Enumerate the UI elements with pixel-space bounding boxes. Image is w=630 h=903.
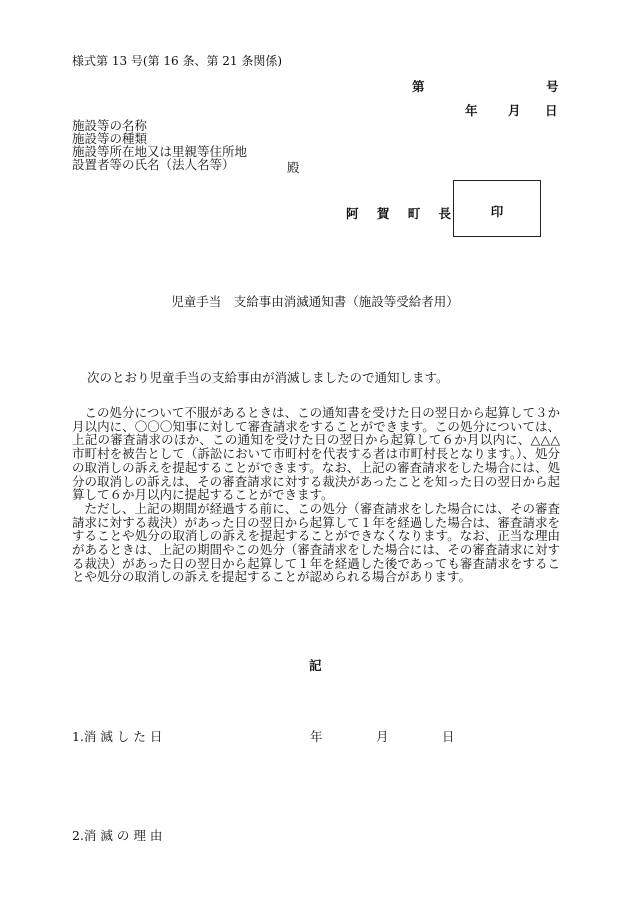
seal-label: 印 — [490, 204, 504, 219]
document-number-prefix: 第 — [412, 79, 425, 94]
seal-box — [453, 180, 541, 237]
document-number-suffix: 号 — [546, 79, 559, 94]
addressee-facility-name: 施設等の名称 — [72, 118, 148, 133]
date-year-label: 年 — [465, 103, 478, 118]
date-day-label: 日 — [545, 103, 558, 118]
item-extinction-day: 日 — [442, 729, 455, 744]
notice-text: 次のとおり児童手当の支給事由が消滅しましたので通知します。 — [87, 370, 449, 385]
addressee-honorific: 殿 — [287, 160, 300, 175]
form-number: 様式第 13 号(第 16 条、第 21 条関係) — [72, 54, 283, 68]
addressee-facility-address: 施設等所在地又は里親等住所地 — [72, 144, 248, 159]
appeal-paragraph: この処分について不服があるときは、この通知書を受けた日の翌日から起算して３か月以内に、〇〇〇知事に対して審査請求をすることができます。この処分については、上記の審査請求のほか、この通知を受けた日の翌日から起算して６か月以内に、△△△市町村を被告として（訴訟において市町村を代表する者は市町村長となります。）、処分の取消しの訴えを提起することができます。なお、上記の審査請求をした場合には、処分の取消しの訴えは、その審査請求に対する裁決があったことを知った日の翌日から起算して６か月以内に提起することができます。 — [72, 405, 560, 503]
issuer-title: 阿 賀 町 長 — [346, 206, 459, 221]
item-extinction-year: 年 — [310, 729, 323, 744]
addressee-facility-type: 施設等の種類 — [72, 131, 148, 146]
date-month-label: 月 — [508, 103, 521, 118]
ki-heading: 記 — [309, 658, 322, 673]
appeal-paragraph: ただし、上記の期間が経過する前に、この処分（審査請求をした場合には、その審査請求に対する裁決）があった日の翌日から起算して１年を経過した場合は、審査請求をすることや処分の取消しの訴えを提起することができなくなります。なお、正当な理由があるときは、上記の期間やこの処分（審査請求をした場合には、その審査請求に対する裁決）があった日の翌日から起算して１年を経過した後であっても審査請求をすることや処分の取消しの訴えを提起することが認められる場合があります。 — [72, 500, 560, 585]
addressee-founder-name: 設置者等の氏名（法人名等） — [72, 157, 235, 172]
item-extinction-date-label: 1.消 滅 し た 日 — [72, 729, 163, 744]
appeal-instructions — [72, 406, 560, 584]
document-title: 児童手当 支給事由消滅通知書（施設等受給者用） — [171, 294, 459, 309]
item-extinction-month: 月 — [376, 729, 389, 744]
item-extinction-reason-label: 2.消 滅 の 理 由 — [72, 828, 163, 843]
